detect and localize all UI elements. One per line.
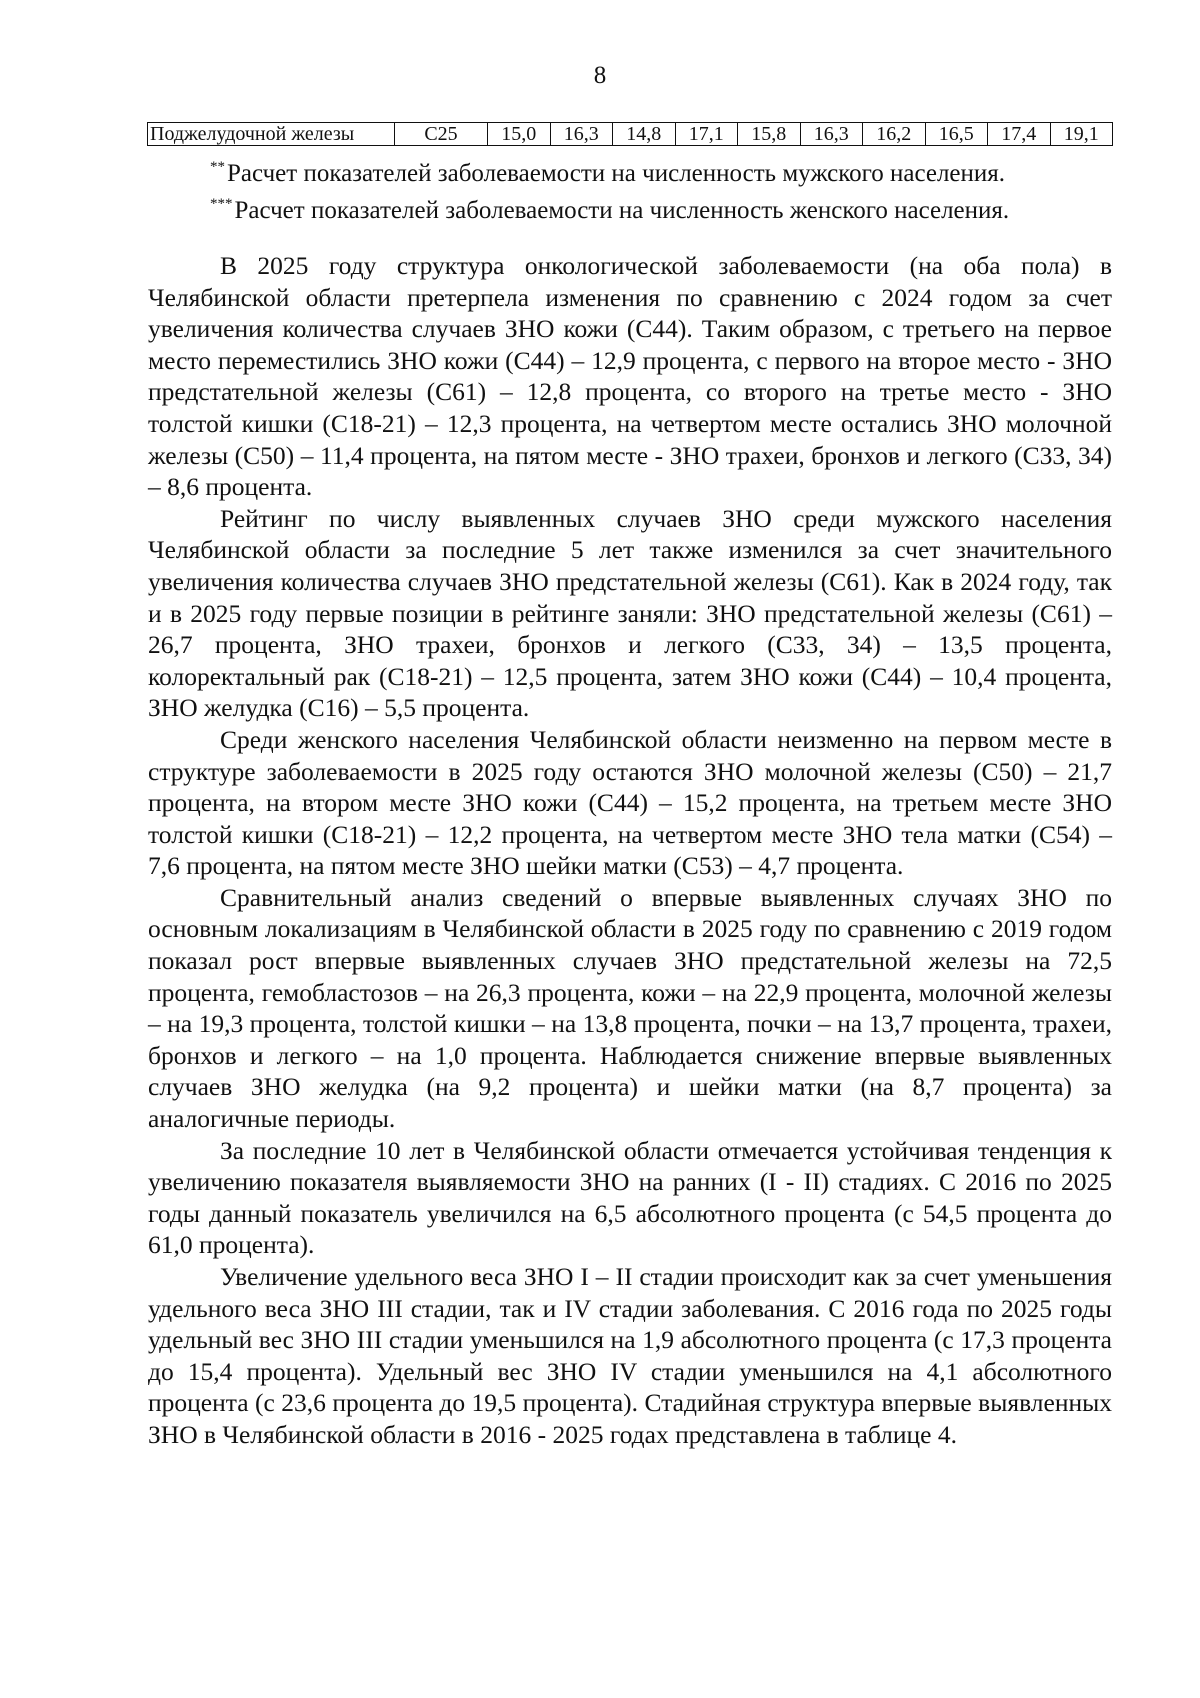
footnotes <box>210 152 1110 226</box>
footnote-male <box>210 152 1110 189</box>
body-text <box>148 250 1112 1451</box>
footnote-text: Расчет показателей заболеваемости на численность женского населения. <box>234 197 1010 224</box>
paragraph-female-structure: Среди женского населения Челябинской области неизменно на первом месте в структуре заболеваемости в 2025 году остаются ЗНО молочной железы (С50) – 21,7 процента, на втором месте ЗНО кожи (С44) – 15,2 процента, на третьем месте ЗНО толстой кишки (С18-21) – 12,2 процента, на четвертом месте ЗНО тела матки (С54) – 7,6 процента, на пятом месте ЗНО шейки матки (С53) – 4,7 процента. <box>148 724 1112 881</box>
paragraph-early-detection: За последние 10 лет в Челябинской области отмечается устойчивая тенденция к увеличению показателя выявляемости ЗНО на ранних (I - II) стадиях. С 2016 по 2025 годы данный показатель увеличился на 6,5 абсолютного процента (с 54,5 процента до 61,0 процента). <box>148 1135 1112 1260</box>
paragraph-comparative-analysis: Сравнительный анализ сведений о впервые выявленных случаях ЗНО по основным локализациям в Челябинской области в 2025 году по сравнению с 2019 годом показал рост впервые выявленных случаев ЗНО предстательной железы на 72,5 процента, гемобластозов – на 26,3 процента, кожи – на 22,9 процента, молочной железы – на 19,3 процента, толстой кишки – на 13,8 процента, почки – на 13,7 процента, трахеи, бронхов и легкого – на 1,0 процента. Наблюдается снижение впервые выявленных случаев ЗНО желудка (на 9,2 процента) и шейки матки (на 8,7 процента) за аналогичные периоды. <box>148 882 1112 1134</box>
table-cell-value: 16,5 <box>925 123 988 146</box>
table-cell-value: 16,2 <box>863 123 926 146</box>
table-cell-value: 17,1 <box>675 123 738 146</box>
paragraph-male-rating: Рейтинг по числу выявленных случаев ЗНО среди мужского населения Челябинской области за последние 5 лет также изменился за счет значительного увеличения количества случаев ЗНО предстательной железы (С61). Как в 2024 году, так и в 2025 году первые позиции в рейтинге заняли: ЗНО предстательной железы (С61) – 26,7 процента, ЗНО трахеи, бронхов и легкого (С33, 34) – 13,5 процента, колоректальный рак (С18-21) – 12,5 процента, затем ЗНО кожи (С44) – 10,4 процента, ЗНО желудка (С16) – 5,5 процента. <box>148 503 1112 723</box>
footnote-mark: *** <box>210 196 233 212</box>
table-cell-value: 15,0 <box>488 123 551 146</box>
table-cell-value: 14,8 <box>613 123 676 146</box>
table-cell-location: Поджелудочной железы <box>148 123 395 146</box>
table-cell-code: С25 <box>395 123 488 146</box>
table-row <box>148 123 1113 146</box>
footnote-text: Расчет показателей заболеваемости на численность мужского населения. <box>227 160 1006 187</box>
table-cell-value: 19,1 <box>1050 123 1113 146</box>
incidence-table-continuation <box>147 122 1113 146</box>
footnote-mark: ** <box>210 159 225 175</box>
footnote-female <box>210 189 1110 226</box>
paragraph-structure-both-sexes: В 2025 году структура онкологической заболеваемости (на оба пола) в Челябинской области претерпела изменения по сравнению с 2024 годом за счет увеличения количества случаев ЗНО кожи (С44). Таким образом, с третьего на первое место переместились ЗНО кожи (С44) – 12,9 процента, с первого на второе место - ЗНО предстательной железы (С61) – 12,8 процента, со второго на третье место - ЗНО толстой кишки (С18-21) – 12,3 процента, на четвертом месте остались ЗНО молочной железы (С50) – 11,4 процента, на пятом месте - ЗНО трахеи, бронхов и легкого (С33, 34) – 8,6 процента. <box>148 251 1112 502</box>
table-cell-value: 16,3 <box>800 123 863 146</box>
paragraph-stage-structure: Увеличение удельного веса ЗНО I – II стадии происходит как за счет уменьшения удельного веса ЗНО III стадии, так и IV стадии заболевания. С 2016 года по 2025 годы удельный вес ЗНО III стадии уменьшился на 1,9 абсолютного процента (с 17,3 процента до 15,4 процента). Удельный вес ЗНО IV стадии уменьшился на 4,1 абсолютного процента (с 23,6 процента до 19,5 процента). Стадийная структура впервые выявленных ЗНО в Челябинской области в 2016 - 2025 годах представлена в таблице 4. <box>148 1262 1112 1449</box>
table-cell-value: 15,8 <box>738 123 801 146</box>
table-cell-value: 16,3 <box>550 123 613 146</box>
page-number: 8 <box>593 62 607 89</box>
table-cell-value: 17,4 <box>988 123 1051 146</box>
